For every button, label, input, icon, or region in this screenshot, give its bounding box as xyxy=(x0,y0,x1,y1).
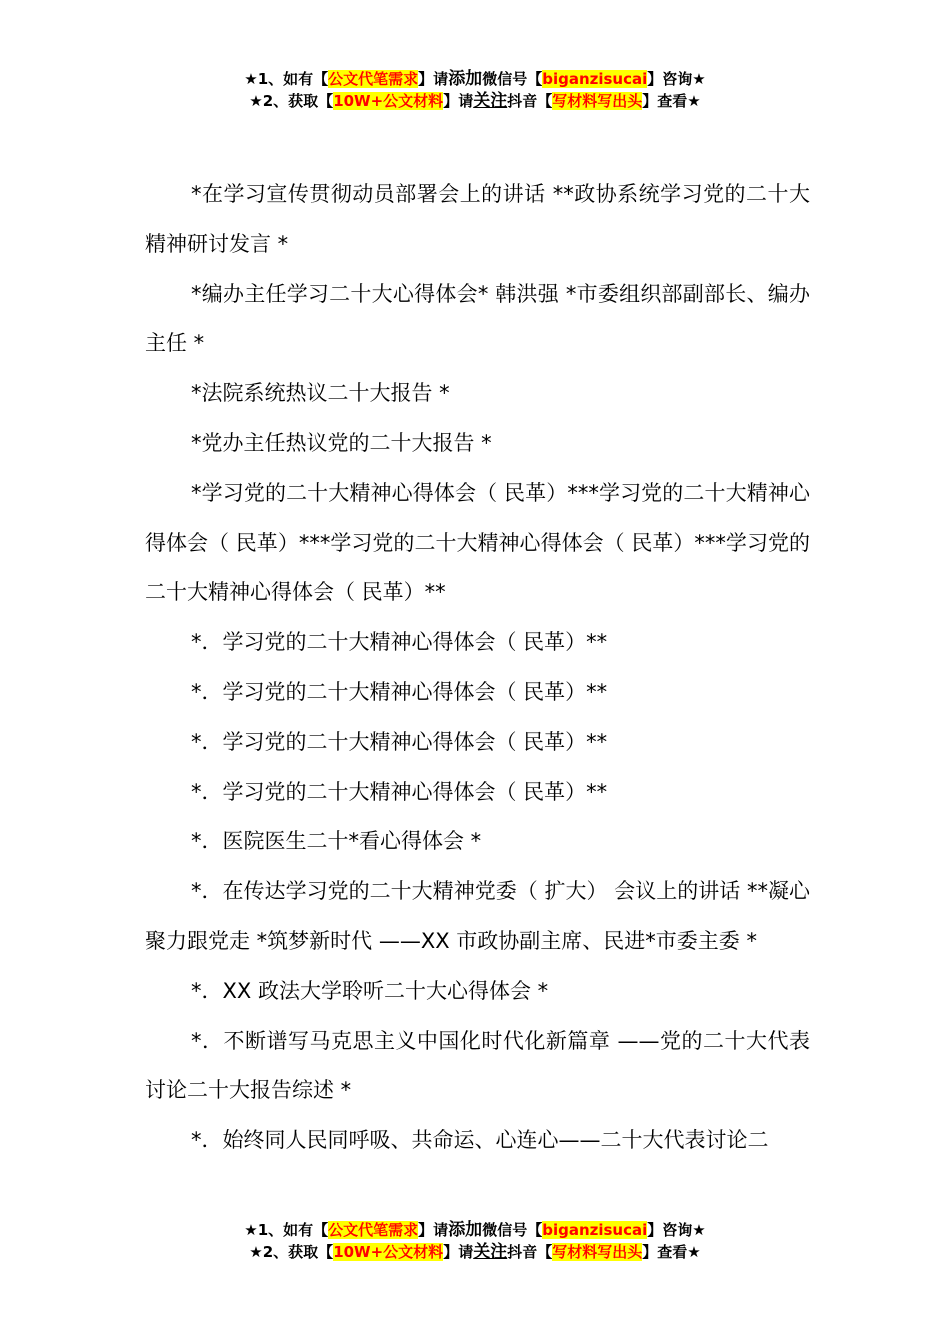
paragraph: *法院系统热议二十大报告 * xyxy=(191,381,450,406)
banner-line-2 xyxy=(0,1241,950,1263)
banner-emphasis: 添加 xyxy=(448,1220,483,1240)
highlight-service: 公文代笔需求 xyxy=(328,70,419,88)
banner-text: 微信号【 xyxy=(482,70,543,88)
banner-text: 】请 xyxy=(443,1243,474,1261)
banner-emphasis: 关注 xyxy=(473,1242,508,1262)
paragraph: *．XX 政法大学聆听二十大心得体会 * xyxy=(191,978,549,1003)
paragraph: *．在传达学习党的二十大精神党委（ 扩大） 会议上的讲话 **凝心聚力跟党走 *筑梦新时代 ——XX 市政协副主席、民进*市委主委 * xyxy=(145,879,810,953)
banner-text: 】查看★ xyxy=(642,1243,701,1261)
banner-text: 抖音【 xyxy=(507,1243,553,1261)
bottom-banner xyxy=(0,1219,950,1263)
banner-line-1 xyxy=(0,68,950,90)
banner-text: 】咨询★ xyxy=(647,1221,706,1239)
banner-text: 1、如有【 xyxy=(257,70,329,88)
paragraph: *．学习党的二十大精神心得体会（ 民革）** xyxy=(191,779,608,804)
paragraph: *．学习党的二十大精神心得体会（ 民革）** xyxy=(191,679,608,704)
banner-text: 2、获取【 xyxy=(262,1243,334,1261)
banner-text: 】请 xyxy=(418,70,449,88)
banner-text: 】请 xyxy=(443,92,474,110)
paragraph: *．始终同人民同呼吸、共命运、心连心——二十大代表讨论二 xyxy=(191,1128,769,1153)
douyin-id: 写材料写出头 xyxy=(552,1243,643,1261)
paragraph: *编办主任学习二十大心得体会* 韩洪强 *市委组织部副部长、编办主任 * xyxy=(145,281,810,356)
paragraph: *在学习宣传贯彻动员部署会上的讲话 **政协系统学习党的二十大精神研讨发言 * xyxy=(145,182,810,256)
banner-line-1 xyxy=(0,1219,950,1241)
banner-text: 】请 xyxy=(418,1221,449,1239)
highlight-materials: 10W+公文材料 xyxy=(333,92,444,110)
document-body xyxy=(145,170,810,1166)
top-banner xyxy=(0,68,950,112)
star-icon: ★ xyxy=(249,1243,263,1261)
paragraph: *．学习党的二十大精神心得体会（ 民革）** xyxy=(191,630,608,655)
paragraph: *党办主任热议党的二十大报告 * xyxy=(191,430,492,455)
banner-text: 2、获取【 xyxy=(262,92,334,110)
star-icon: ★ xyxy=(244,70,258,88)
banner-emphasis: 添加 xyxy=(448,69,483,89)
star-icon: ★ xyxy=(244,1221,258,1239)
banner-text: 1、如有【 xyxy=(257,1221,329,1239)
banner-text: 】咨询★ xyxy=(647,70,706,88)
paragraph: *．学习党的二十大精神心得体会（ 民革）** xyxy=(191,729,608,754)
star-icon: ★ xyxy=(249,92,263,110)
banner-line-2 xyxy=(0,90,950,112)
wechat-id: biganzisucai xyxy=(542,70,648,88)
douyin-id: 写材料写出头 xyxy=(552,92,643,110)
wechat-id: biganzisucai xyxy=(542,1221,648,1239)
paragraph: *．医院医生二十*看心得体会 * xyxy=(191,829,482,854)
banner-text: 抖音【 xyxy=(507,92,553,110)
banner-emphasis: 关注 xyxy=(473,91,508,111)
highlight-materials: 10W+公文材料 xyxy=(333,1243,444,1261)
highlight-service: 公文代笔需求 xyxy=(328,1221,419,1239)
paragraph: *．不断谱写马克思主义中国化时代化新篇章 ——党的二十大代表讨论二十大报告综述 * xyxy=(145,1028,810,1103)
banner-text: 】查看★ xyxy=(642,92,701,110)
paragraph: *学习党的二十大精神心得体会（ 民革）***学习党的二十大精神心得体会（ 民革）***学习党的二十大精神心得体会（ 民革）***学习党的二十大精神心得体会（ 民革）** xyxy=(145,480,810,605)
banner-text: 微信号【 xyxy=(482,1221,543,1239)
